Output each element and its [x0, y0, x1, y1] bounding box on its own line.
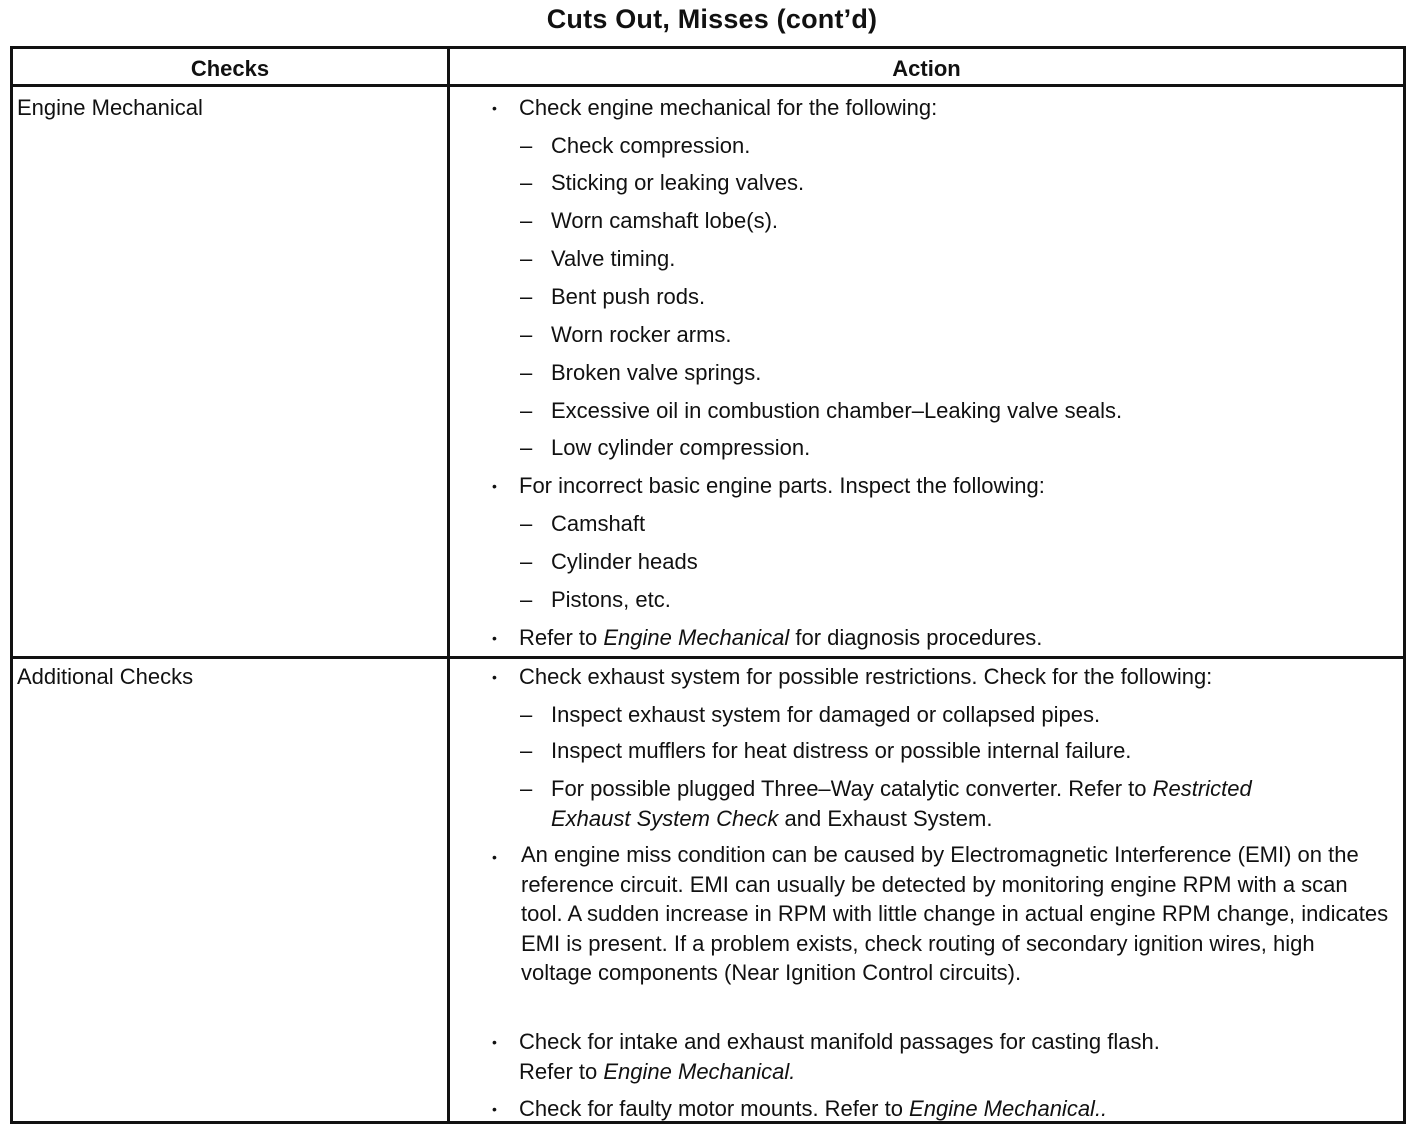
bullet-icon: •	[492, 478, 497, 494]
dash-icon: –	[520, 246, 533, 271]
header-checks: Checks	[190, 56, 270, 81]
dash-icon: –	[520, 511, 533, 536]
bullet-icon: •	[492, 1101, 497, 1117]
dash-icon: –	[520, 738, 533, 763]
dash-icon: –	[520, 284, 533, 309]
dash-icon: –	[520, 435, 533, 460]
dash-icon: –	[520, 208, 533, 233]
reference-link: Engine Mechanical.	[603, 1059, 796, 1084]
header-action: Action	[892, 56, 961, 81]
bullet-icon: •	[492, 1034, 497, 1050]
bullet-icon: •	[492, 630, 497, 646]
dash-icon: –	[520, 398, 533, 423]
action-engine-mechanical: • Check engine mechanical for the following: – Check compression. – Sticking or leaking valves. – Worn camshaft lobe(s). – Valve timing. – Bent push rods. – Worn rocker arms. – Broken valve springs. – Excessive oil in combustion chamber–Leaking valve seals. – Low cylinder compression. • For incorrect basic engine parts. Inspect the following: – Camshaft – Cylinder heads – Pistons, etc. • Refer to Engine Mechanical for diagnosis procedures.	[492, 95, 1123, 650]
action-additional-checks: • Check exhaust system for possible restrictions. Check for the following: – Inspect exhaust system for damaged or collapsed pipes. – Inspect mufflers for heat distress or possible internal failure. – For possible plugged Three–Way catalytic converter. Refer to Restricted Exhaust System Check and Exhaust System. • An engine miss condition can be caused by Electromagnetic Interference (EMI) on the reference circuit. EMI can usually be detected by monitoring engine RPM with a scan tool. A sudden increase in RPM with little change in actual engine RPM change, indicates EMI is present. If a problem exists, check routing of secondary ignition wires, high voltage components (Near Ignition Control circuits). • Check for intake and exhaust manifold passages for casting flash. Refer to Engine Mechanical. • Check for faulty motor mounts. Refer to Engine Mechanical..	[492, 664, 1389, 1121]
reference-link: Engine Mechanical..	[909, 1096, 1108, 1121]
reference-link: Exhaust System Check	[551, 806, 779, 831]
dash-icon: –	[520, 360, 533, 385]
bullet-icon: •	[492, 669, 497, 685]
dash-icon: –	[520, 776, 533, 801]
dash-icon: –	[520, 170, 533, 195]
dash-icon: –	[520, 549, 533, 574]
reference-link: Restricted	[1152, 776, 1252, 801]
dash-icon: –	[520, 322, 533, 347]
dash-icon: –	[520, 133, 533, 158]
diagnosis-table	[10, 46, 1406, 1124]
page-title: Cuts Out, Misses (cont’d)	[546, 4, 878, 34]
check-additional-checks: Additional Checks	[17, 664, 194, 689]
check-engine-mechanical: Engine Mechanical	[17, 95, 203, 120]
bullet-icon: •	[492, 100, 497, 116]
dash-icon: –	[520, 587, 533, 612]
reference-link: Engine Mechanical	[603, 625, 790, 650]
dash-icon: –	[520, 702, 533, 727]
bullet-icon: •	[492, 849, 497, 865]
